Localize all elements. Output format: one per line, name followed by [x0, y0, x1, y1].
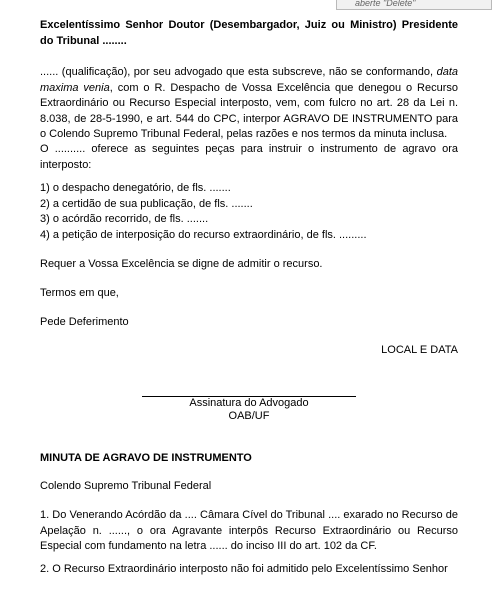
terms-text: Termos em que, — [40, 287, 119, 299]
delete-hint-box[interactable]: aberte "Delete" — [336, 0, 492, 10]
list-item: 3) o acórdão recorrido, de fls. ....... — [40, 213, 209, 225]
numbered-paragraph-1: 1. Do Venerando Acórdão da .... Câmara Cível do Tribunal .... exarado no Recurso de Apelação n. ......, o ora Agravante interpôs Recurso Extraordinário ou Recurso Especial com fundamento na letra ...... do inciso III do art. 102 da CF. — [40, 509, 458, 552]
top-toolbar — [0, 0, 500, 12]
signature-block — [142, 397, 356, 423]
intro-part-a: ...... (qualificação), por seu advogado que esta subscreve, não se conformando, — [40, 66, 437, 78]
documents-paragraph: O .......... oferece as seguintes peças para instruir o instrumento de agravo ora interposto: — [40, 143, 458, 171]
list-item: 4) a petição de interposição do recurso extraordinário, de fls. ......... — [40, 228, 367, 241]
intro-part-b: , com o R. Despacho de Vossa Excelência que denegou o Recurso Extraordinário ou Recurso Especial interposto, vem, com fulcro no art. 28 da Lei n. 8.038, de 28-5-1990, e art. 544 do CPC, interpor AGRAVO DE INSTRUMENTO para o Colendo Supremo Tribunal Federal, pelas razões e nos termos da minuta inclusa. — [40, 81, 458, 140]
court-name: Colendo Supremo Tribunal Federal — [40, 480, 212, 492]
list-item: 2) a certidão de sua publicação, de fls. ....... — [40, 197, 253, 210]
signature-oab: OAB/UF — [228, 410, 270, 422]
numbered-paragraph-2: 2. O Recurso Extraordinário interposto não foi admitido pelo Excelentíssimo Senhor — [40, 563, 448, 575]
documents-list — [40, 181, 458, 243]
address-header: Excelentíssimo Senhor Doutor (Desembargador, Juiz ou Ministro) Presidente do Tribunal ........ — [40, 19, 458, 47]
intro-paragraph — [40, 65, 458, 143]
pede-deferimento: Pede Deferimento — [40, 316, 129, 328]
request-text: Requer a Vossa Excelência se digne de admitir o recurso. — [40, 258, 323, 270]
intro-italic: data maxima venia — [40, 66, 458, 94]
signature-name: Assinatura do Advogado — [189, 397, 309, 409]
list-item: 1) o despacho denegatório, de fls. ....... — [40, 182, 231, 194]
local-date: LOCAL E DATA — [381, 344, 458, 356]
minuta-title: MINUTA DE AGRAVO DE INSTRUMENTO — [40, 452, 252, 464]
